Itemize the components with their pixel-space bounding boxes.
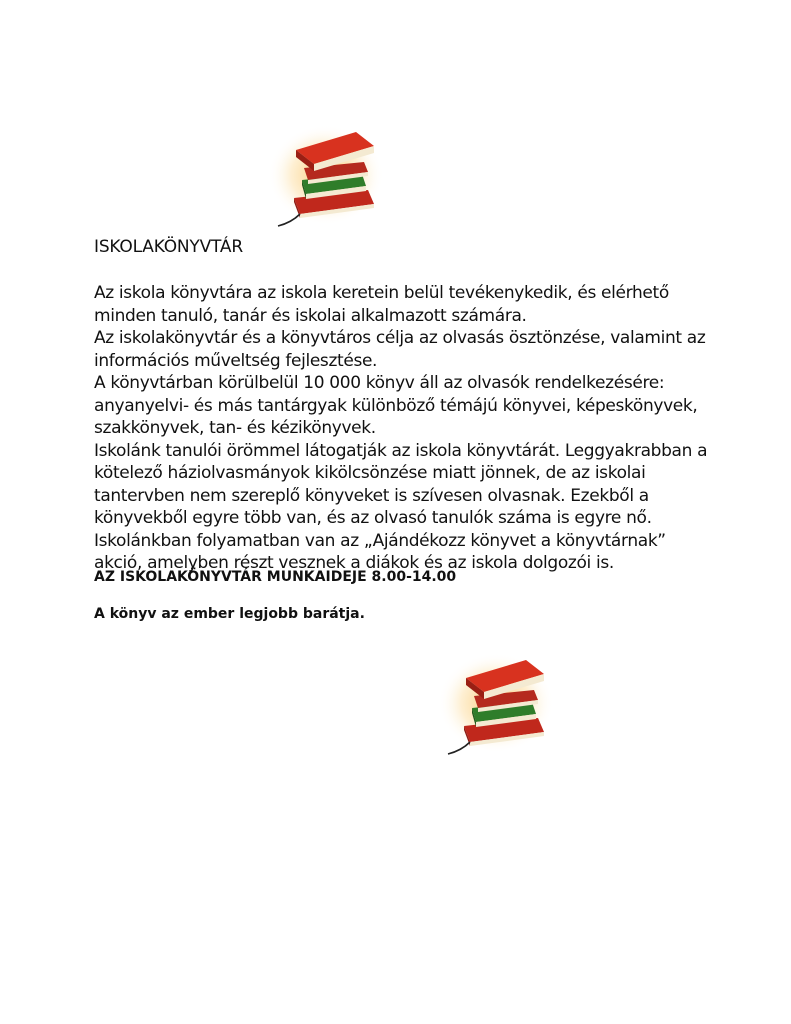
body-line: információs műveltség fejlesztése. <box>94 350 378 371</box>
body-line: könyvekből egyre több van, és az olvasó tanulók száma is egyre nő. <box>94 508 652 528</box>
body-line: szakkönyvek, tan- és kézikönyvek. <box>94 418 376 438</box>
document-title: ISKOLAKÖNYVTÁR <box>94 237 243 257</box>
body-line: tantervben nem szereplő könyveket is szívesen olvasnak. Ezekből a <box>94 485 649 506</box>
body-line: Az iskola könyvtára az iskola keretein belül tevékenykedik, és elérhető <box>94 283 669 303</box>
opening-hours: AZ ISKOLAKÖNYVTÁR MUNKAIDEJE 8.00-14.00 <box>94 569 457 585</box>
body-line: Iskolánk tanulói örömmel látogatják az iskola könyvtárát. Leggyakrabban a <box>94 440 708 461</box>
body-paragraph <box>94 282 714 575</box>
body-line: minden tanuló, tanár és iskolai alkalmazott számára. <box>94 305 527 326</box>
body-line: Iskolánkban folyamatban van az „Ajándékozz könyvet a könyvtárnak” <box>94 530 666 551</box>
book-stack-icon <box>266 120 386 230</box>
body-line: kötelező háziolvasmányok kikölcsönzése miatt jönnek, de az iskolai <box>94 463 646 483</box>
body-line: A könyvtárban körülbelül 10 000 könyv áll az olvasók rendelkezésére: <box>94 373 665 393</box>
body-line: akció, amelyben részt vesznek a diákok és az iskola dolgozói is. <box>94 553 614 573</box>
book-stack-icon <box>436 648 556 758</box>
motto-text: A könyv az ember legjobb barátja. <box>94 606 365 622</box>
body-line: anyanyelvi- és más tantárgyak különböző témájú könyvei, képeskönyvek, <box>94 395 698 416</box>
body-line: Az iskolakönyvtár és a könyvtáros célja az olvasás ösztönzése, valamint az <box>94 328 706 348</box>
